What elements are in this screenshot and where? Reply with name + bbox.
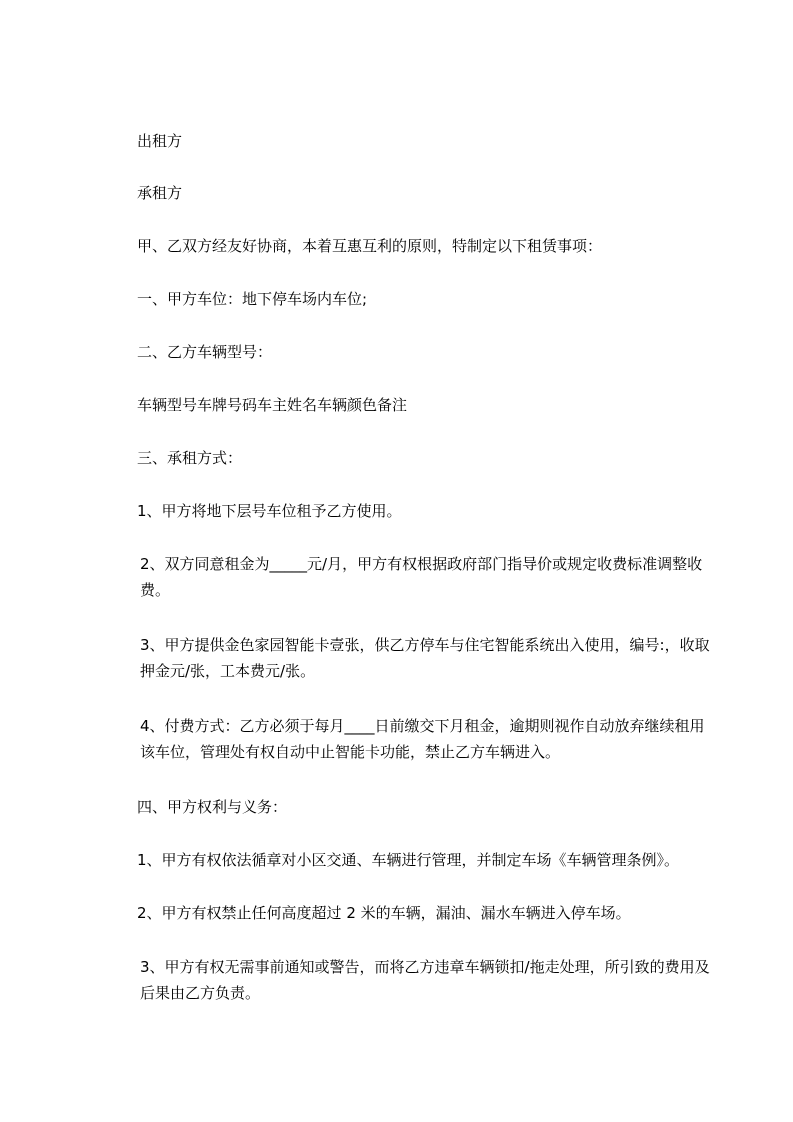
clause-2-vehicle-model: 二、乙方车辆型号： — [137, 343, 273, 361]
clause-4-lessor-rights: 四、甲方权利与义务： — [137, 798, 288, 816]
rights-item-3: 3、甲方有权无需事前通知或警告，而将乙方违章车辆锁扣/拖走处理，所引致的费用及后果由乙方负责。 — [140, 958, 710, 1002]
preamble-paragraph: 甲、乙双方经友好协商，本着互惠互利的原则，特制定以下租赁事项： — [137, 237, 603, 255]
rental-item-1: 1、甲方将地下层号车位租予乙方使用。 — [137, 502, 402, 520]
lessee-label: 承租方 — [137, 184, 183, 202]
rights-item-2: 2、甲方有权禁止任何高度超过 2 米的车辆，漏油、漏水车辆进入停车场。 — [137, 904, 631, 922]
rental-item-4: 4、付费方式：乙方必须于每月____日前缴交下月租金，逾期则视作自动放弃继续租用该车位，管理处有权自动中止智能卡功能，禁止乙方车辆进入。 — [140, 717, 705, 761]
rights-item-1: 1、甲方有权依法循章对小区交通、车辆进行管理，并制定车场《车辆管理条例》。 — [137, 851, 680, 869]
rental-item-2: 2、双方同意租金为_____元/月，甲方有权根据政府部门指导价或规定收费标准调整收费。 — [140, 555, 703, 599]
rental-item-3: 3、甲方提供金色家园智能卡壹张，供乙方停车与住宅智能系统出入使用，编号:，收取押金元/张，工本费元/张。 — [140, 636, 710, 680]
lessor-label: 出租方 — [137, 132, 183, 150]
clause-3-rental-method: 三、承租方式： — [137, 449, 243, 467]
clause-1-parking-space: 一、甲方车位：地下停车场内车位; — [137, 290, 368, 308]
vehicle-info-headers: 车辆型号车牌号码车主姓名车辆颜色备注 — [137, 396, 408, 414]
